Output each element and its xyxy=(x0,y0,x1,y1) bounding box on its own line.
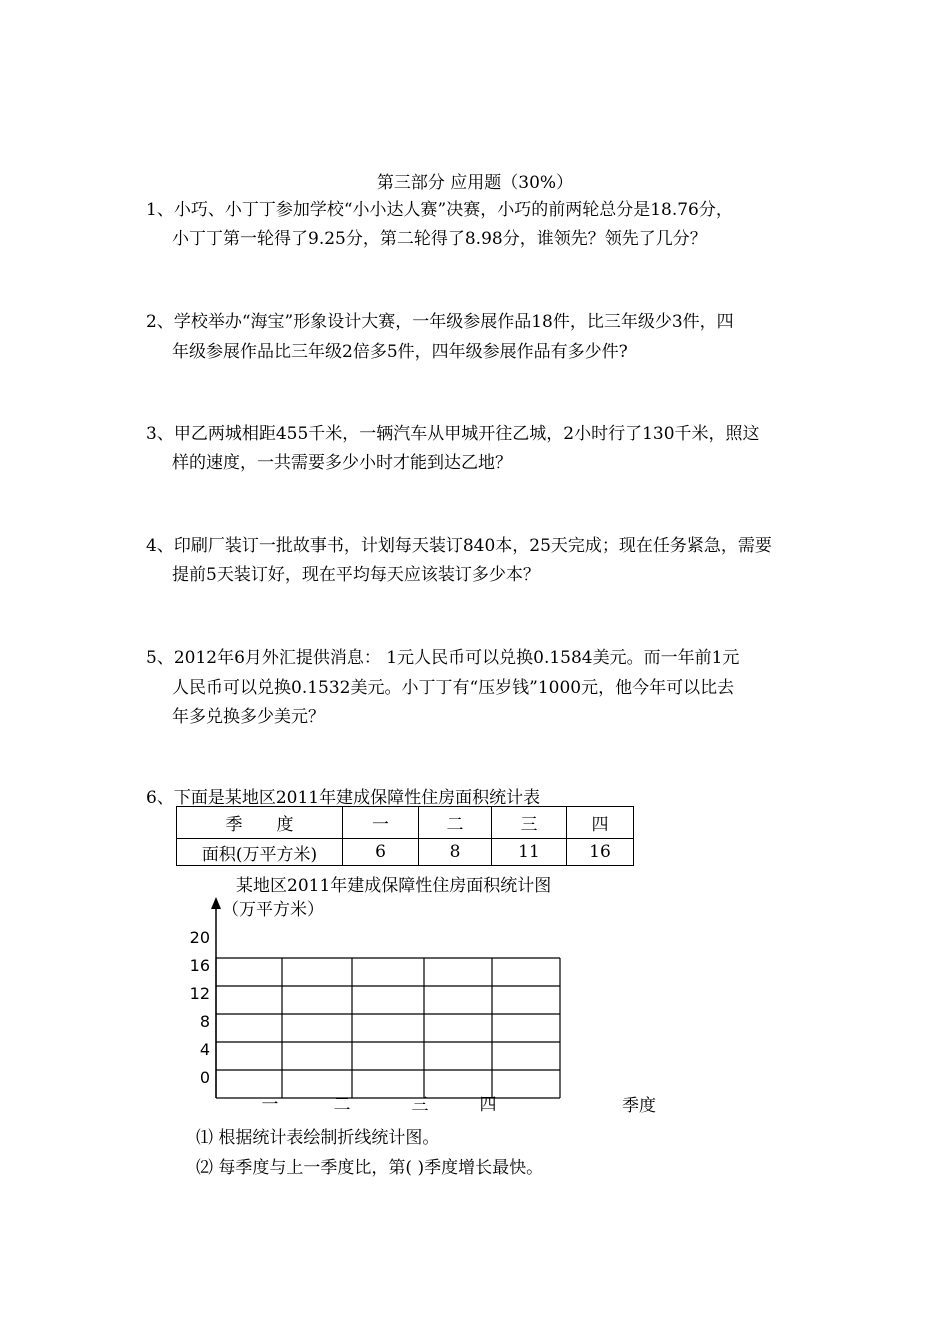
question-number: 4、 xyxy=(146,536,174,556)
statistics-table xyxy=(176,806,634,866)
table-quarter-cell: 四 xyxy=(567,807,634,839)
table-quarter-cell: 二 xyxy=(419,807,492,839)
y-tick-label: 4 xyxy=(199,1040,210,1059)
question-line: 年多兑换多少美元？ xyxy=(172,707,325,727)
question-4 xyxy=(146,531,772,556)
table-value-cell: 16 xyxy=(567,839,634,866)
question-number: 3、 xyxy=(146,424,174,444)
sub-question-1: ⑴ 根据统计表绘制折线统计图。 xyxy=(196,1128,440,1148)
table-row xyxy=(177,839,634,866)
question-line: 学校举办“海宝”形象设计大赛，一年级参展作品18件，比三年级少3件，四 xyxy=(173,312,734,332)
y-ticks xyxy=(190,928,210,1087)
x-axis-label: 季度 xyxy=(622,1096,656,1116)
question-1 xyxy=(146,195,733,220)
y-tick-label: 0 xyxy=(199,1068,210,1087)
table-quarter-cell: 三 xyxy=(492,807,567,839)
question-line: 小巧、小丁丁参加学校“小小达人赛”决赛，小巧的前两轮总分是18.76分， xyxy=(173,200,733,220)
x-tick-label: 二 xyxy=(333,1095,351,1115)
x-tick-label: 四 xyxy=(479,1095,497,1115)
question-2 xyxy=(146,307,734,332)
y-tick-label: 20 xyxy=(189,928,210,947)
question-6 xyxy=(146,783,540,808)
sub-question-2: ⑵ 每季度与上一季度比，第( )季度增长最快。 xyxy=(196,1158,544,1178)
table-value-cell: 11 xyxy=(492,839,567,866)
table-value-cell: 6 xyxy=(343,839,419,866)
y-axis-label: （万平方米） xyxy=(222,900,324,920)
question-number: 1、 xyxy=(146,200,174,220)
line-chart-grid xyxy=(170,895,690,1120)
y-axis-arrow-icon xyxy=(211,897,221,909)
table-row-label: 面积(万平方米) xyxy=(177,839,343,866)
table-quarter-cell: 一 xyxy=(343,807,419,839)
question-line: 甲乙两城相距455千米，一辆汽车从甲城开往乙城，2小时行了130千米，照这 xyxy=(173,424,760,444)
question-number: 6、 xyxy=(146,788,174,808)
question-number: 5、 xyxy=(146,648,174,668)
question-line: 年级参展作品比三年级2倍多5件，四年级参展作品有多少件? xyxy=(172,342,628,362)
question-line: 人民币可以兑换0.1532美元。小丁丁有“压岁钱”1000元，他今年可以比去 xyxy=(172,678,735,698)
question-line: 样的速度，一共需要多少小时才能到达乙地？ xyxy=(172,453,512,473)
question-line: 小丁丁第一轮得了9.25分，第二轮得了8.98分，谁领先？领先了几分？ xyxy=(172,229,707,249)
chart-title: 某地区2011年建成保障性住房面积统计图 xyxy=(236,876,552,896)
question-line: 2012年6月外汇提供消息： 1元人民币可以兑换0.1584美元。而一年前1元 xyxy=(173,648,740,668)
question-number: 2、 xyxy=(146,312,174,332)
section-title: 第三部分 应用题（30%） xyxy=(376,173,574,193)
question-line: 下面是某地区2011年建成保障性住房面积统计表 xyxy=(173,788,541,808)
table-row xyxy=(177,807,634,839)
table-header-label: 季 度 xyxy=(177,807,343,839)
question-line: 提前5天装订好，现在平均每天应该装订多少本？ xyxy=(172,565,540,585)
table-value-cell: 8 xyxy=(419,839,492,866)
question-line: 印刷厂装订一批故事书，计划每天装订840本，25天完成；现在任务紧急，需要 xyxy=(173,536,772,556)
y-tick-label: 12 xyxy=(189,984,210,1003)
y-tick-label: 16 xyxy=(189,956,210,975)
grid-lines xyxy=(216,958,560,1098)
x-tick-label: 三 xyxy=(411,1095,429,1115)
y-tick-label: 8 xyxy=(199,1012,210,1031)
question-3 xyxy=(146,419,760,444)
x-tick-label: 一 xyxy=(261,1095,279,1115)
question-5 xyxy=(146,643,739,668)
